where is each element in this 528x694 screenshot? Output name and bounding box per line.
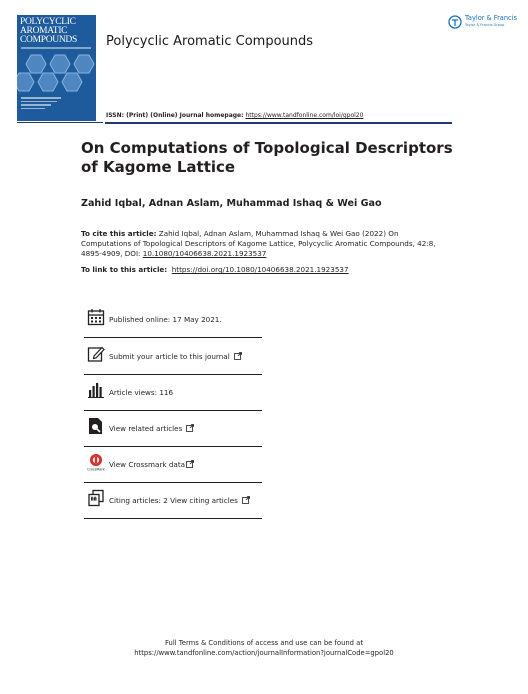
publisher-logo-icon: [448, 15, 462, 29]
citing-articles-icon: [87, 489, 105, 507]
article-link-line: [81, 265, 349, 274]
header-divider-left: [17, 122, 103, 123]
footer: [0, 638, 528, 658]
edit-icon: [87, 345, 105, 363]
submit-row[interactable]: [84, 340, 262, 375]
published-row: [84, 303, 262, 338]
article-title: On Computations of Topological Descriptors of Kagome Lattice: [81, 139, 453, 176]
cover-line: [21, 108, 45, 110]
published-date: Published online: 17 May 2021.: [109, 315, 222, 324]
cover-subtitle-bar: [21, 47, 91, 49]
crossmark-icon-text: CrossMark: [87, 467, 105, 471]
related-articles-icon: [87, 417, 105, 435]
article-authors: Zahid Iqbal, Adnan Aslam, Muhammad Ishaq & Wei Gao: [81, 198, 382, 209]
header-divider: [105, 122, 452, 124]
journal-homepage-link[interactable]: https://www.tandfonline.com/loi/gpol20: [245, 112, 364, 119]
journal-cover: [17, 15, 96, 121]
journal-title[interactable]: Polycyclic Aromatic Compounds: [106, 34, 314, 49]
citing-articles-link[interactable]: Citing articles: 2 View citing articles: [109, 496, 238, 505]
cover-title-line: POLYCYCLIC: [20, 17, 76, 27]
submit-article-link[interactable]: Submit your article to this journal: [109, 352, 230, 361]
citation-text: Zahid Iqbal, Adnan Aslam, Muhammad Ishaq & Wei Gao (2022) On Computations of Topological Descriptors of Kagome Lattice, Polycyclic Aromatic Compounds, 42:8, 4895-4909, DOI:: [81, 229, 436, 259]
footer-terms-link[interactable]: https://www.tandfonline.com/action/journalInformation?journalCode=gpol20: [134, 649, 394, 657]
cover-line: [21, 97, 61, 99]
citation-label: To cite this article:: [81, 229, 157, 238]
article-link-label: To link to this article:: [81, 265, 168, 274]
submit-row-text: [109, 352, 242, 361]
related-row[interactable]: [84, 412, 262, 447]
issn-label: ISSN: (Print) (Online) Journal homepage:: [106, 112, 244, 119]
external-link-icon: [242, 496, 250, 504]
issn-line: [106, 112, 363, 119]
crossmark-link[interactable]: View Crossmark data: [109, 460, 186, 469]
cover-text-lines: [21, 97, 61, 111]
cover-title-line: AROMATIC: [20, 26, 68, 36]
external-link-icon: [234, 352, 242, 360]
related-row-text: [109, 424, 194, 433]
cover-title-line: COMPOUNDS: [20, 35, 77, 45]
citing-row-text: [109, 496, 250, 505]
hexagon-pattern-icon: [17, 51, 96, 95]
related-articles-link[interactable]: View related articles: [109, 424, 183, 433]
calendar-icon: [87, 308, 105, 326]
cover-line: [21, 101, 57, 103]
cover-title: [20, 18, 92, 45]
external-link-icon: [186, 460, 194, 468]
citation-block: [81, 229, 441, 260]
crossmark-icon: [87, 453, 105, 471]
external-link-icon: [186, 424, 194, 432]
crossmark-row[interactable]: [84, 448, 262, 483]
views-row: [84, 376, 262, 411]
publisher-logo[interactable]: [448, 14, 518, 32]
publisher-name: Taylor & Francis: [465, 14, 517, 22]
article-views: Article views: 116: [109, 388, 174, 397]
citing-row[interactable]: [84, 484, 262, 519]
footer-terms-text: Full Terms & Conditions of access and use can be found at: [165, 639, 363, 647]
cover-line: [21, 104, 51, 106]
bar-chart-icon: [87, 381, 105, 399]
citation-doi-link[interactable]: 10.1080/10406638.2021.1923537: [142, 249, 267, 259]
crossmark-row-text: [109, 460, 194, 469]
publisher-tagline: Taylor & Francis Group: [465, 23, 505, 27]
article-doi-link[interactable]: https://doi.org/10.1080/10406638.2021.1923537: [171, 265, 349, 274]
